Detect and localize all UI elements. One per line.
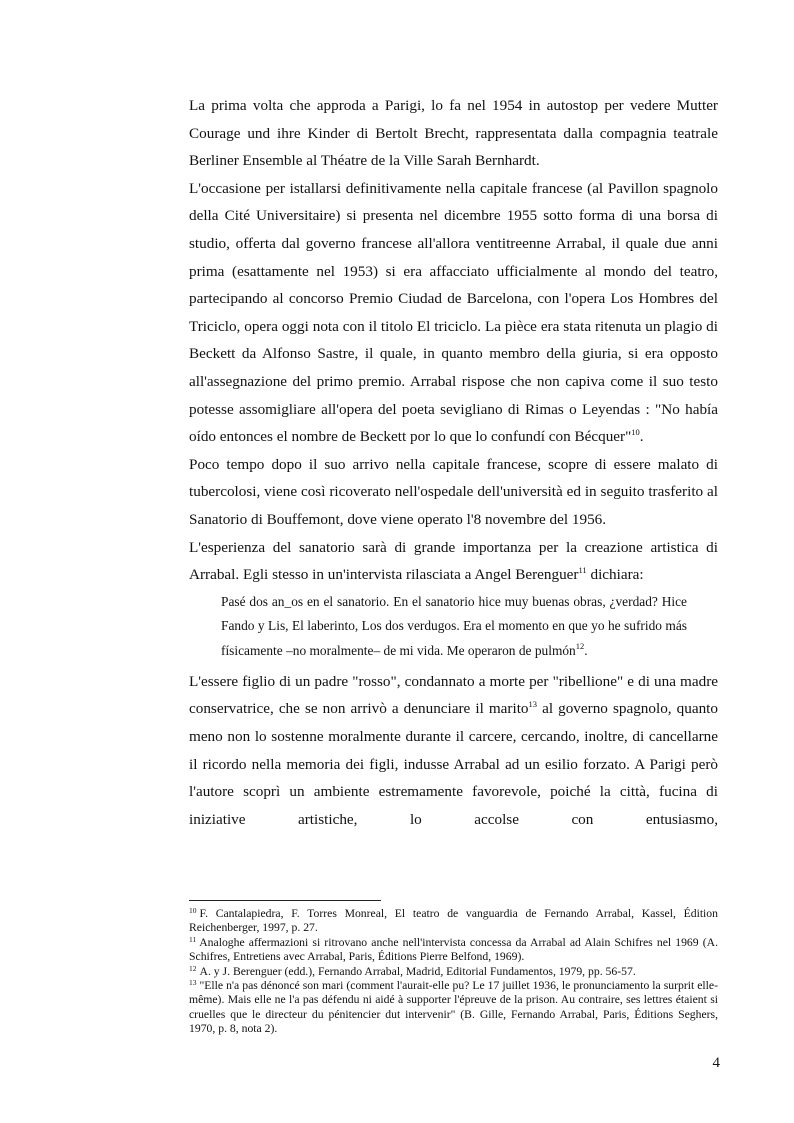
footnotes	[189, 907, 718, 1037]
paragraph-1: La prima volta che approda a Parigi, lo fa nel 1954 in autostop per vedere Mutter Courage und ihre Kinder di Bertolt Brecht, rappresentata dalla compagnia teatrale Berliner Ensemble al Théatre de la Ville Sarah Bernhardt.	[189, 97, 718, 170]
body-text	[189, 92, 718, 833]
footnote-number: 13	[189, 978, 197, 988]
block-quote: Pasé dos an_os en el sanatorio. En el sanatorio hice muy buenas obras, ¿verdad? Hice Fando y Lis, El laberinto, Los dos verdugos. Era el momento en que yo he sufrido más físicamente –no moralmente– de mi vida. Me operaron de pulmón$^{12}$.	[221, 593, 687, 659]
footnote-number: 11	[189, 934, 197, 944]
footnote-ref-12[interactable]: 12	[575, 641, 585, 652]
footnote-11: $^{11}$ Analoghe affermazioni si ritrovano anche nell'intervista concessa da Arrabal ad Alain Schifres nel 1969 (A. Schifres, Entretiens avec Arrabal, Paris, Éditions Pierre Belfond, 1969).	[189, 934, 718, 964]
footnote-number: 10	[189, 906, 197, 915]
footnote-13: $^{13}$ "Elle n'a pas dénoncé son mari (comment l'aurait-elle pu? Le 17 juillet 1936, le pronunciamento la surprit elle-même). Mais elle ne l'a pas défendu ni aidé à supporter l'épreuve de la prison. Au contraire, ses lettres étaient si cruelles que le directeur du pénitencier dut intervenir" (B. Gille, Fernando Arrabal, Paris, Éditions Seghers, 1970, p. 8, nota 2).	[189, 978, 718, 1036]
paragraph-5: L'essere figlio di un padre "rosso", condannato a morte per "ribellione" e di una madre conservatrice, che se non arrivò a denunciare il marito$^{13}$ al governo spagnolo, quanto meno non lo sostenne moralmente durante il carcere, cercando, inoltre, di cancellarne il ricordo nella memoria dei figli, indusse Arrabal ad un esilio forzato. A Parigi però l'autore scoprì un ambiente estremamente favorevole, poiché la città, fucina di iniziative artistiche, lo accolse con entusiasmo,	[189, 672, 718, 828]
paragraph-4: L'esperienza del sanatorio sarà di grande importanza per la creazione artistica di Arrabal. Egli stesso in un'intervista rilasciata a Angel Berenguer$^{11}$ dichiara:	[189, 538, 718, 584]
footnote-ref-13[interactable]: 13	[528, 699, 538, 710]
footnote-ref-11[interactable]: 11	[578, 565, 587, 576]
footnote-12: $^{12}$ A. y J. Berenguer (edd.), Fernando Arrabal, Madrid, Editorial Fundamentos, 1979, pp. 56-57.	[189, 963, 636, 978]
footnote-10: $^{10}$ F. Cantalapiedra, F. Torres Monreal, El teatro de vanguardia de Fernando Arrabal, Kassel, Édition Reichenberger, 1997, p. 27.	[189, 906, 718, 935]
paragraph-3: Poco tempo dopo il suo arrivo nella capitale francese, scopre di essere malato di tubercolosi, viene così ricoverato nell'ospedale dell'università ed in seguito trasferito al Sanatorio di Bouffemont, dove viene operato l'8 novembre del 1956.	[189, 455, 718, 528]
page-number: 4	[712, 1055, 720, 1071]
footnote-separator	[189, 900, 381, 901]
footnote-number: 12	[189, 963, 197, 973]
footnote-ref-10[interactable]: 10	[631, 427, 640, 438]
paragraph-2: L'occasione per istallarsi definitivamente nella capitale francese (al Pavillon spagnolo della Cité Universitaire) si presenta nel dicembre 1955 sotto forma di una borsa di studio, offerta dal governo francese all'allora ventitreenne Arrabal, il quale due anni prima (esattamente nel 1953) si era affacciato ufficialmente al mondo del teatro, partecipando al concorso Premio Ciudad de Barcelona, con l'opera Los Hombres del Triciclo, opera oggi nota con il titolo El triciclo. La pièce era stata ritenuta un plagio di Beckett da Alfonso Sastre, il quale, in quanto membro della giuria, si era opposto all'assegnazione del primo premio. Arrabal rispose che non capiva come il suo testo potesse assomigliare all'opera del poeta sevigliano di Rimas o Leyendas : "No había oído entonces el nombre de Beckett por lo que lo confundí con Bécquer"$^{10}$.	[189, 179, 718, 446]
